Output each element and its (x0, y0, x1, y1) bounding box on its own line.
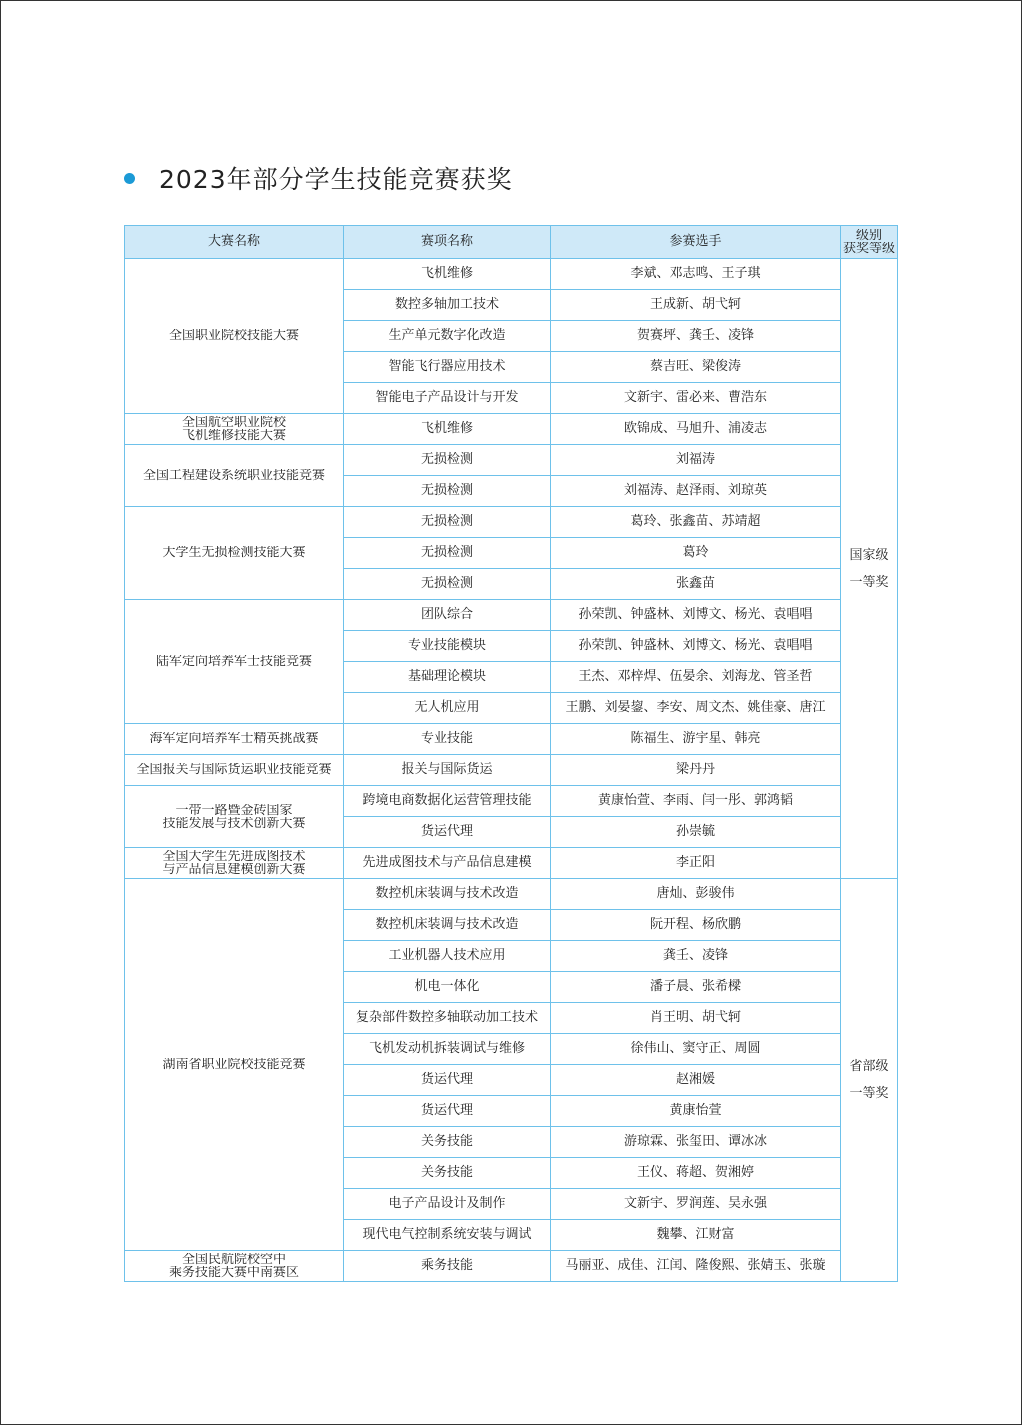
level-cell (841, 879, 898, 1282)
players-cell: 欧锦成、马旭升、浦凌志 (551, 414, 841, 445)
awards-table (124, 225, 898, 1282)
table-row (125, 786, 898, 817)
event-cell: 无损检测 (344, 538, 551, 569)
event-cell: 飞机发动机拆装调试与维修 (344, 1034, 551, 1065)
players-cell: 陈福生、游宇星、韩亮 (551, 724, 841, 755)
competition-name: 技能发展与技术创新大赛 (162, 816, 306, 830)
players-cell: 王杰、邓梓焊、伍晏余、刘海龙、管圣哲 (551, 662, 841, 693)
players-cell: 马丽亚、成佳、江闰、隆俊熙、张婧玉、张璇 (551, 1251, 841, 1282)
competition-cell (125, 1251, 344, 1282)
event-cell: 专业技能模块 (344, 631, 551, 662)
players-cell: 魏攀、江财富 (551, 1220, 841, 1251)
event-cell: 报关与国际货运 (344, 755, 551, 786)
players-cell: 黄康怡萱、李雨、闫一彤、郭鸿韬 (551, 786, 841, 817)
event-cell: 机电一体化 (344, 972, 551, 1003)
competition-cell (125, 724, 344, 755)
competition-name: 全国大学生先进成图技术 (162, 850, 306, 863)
level-line2: 一等奖 (849, 574, 889, 590)
competition-cell (125, 259, 344, 414)
level-cell (841, 259, 898, 879)
players-cell: 文新宇、雷必来、曹浩东 (551, 383, 841, 414)
competition-name: 乘务技能大赛中南赛区 (168, 1266, 299, 1279)
header-competition: 大赛名称 (125, 226, 344, 259)
competition-name: 一带一路暨金砖国家 (175, 803, 293, 817)
table-row (125, 259, 898, 290)
players-cell: 孙荣凯、钟盛林、刘博文、杨光、袁唱唱 (551, 631, 841, 662)
players-cell: 赵湘媛 (551, 1065, 841, 1096)
table-row (125, 507, 898, 538)
players-cell: 龚壬、凌锋 (551, 941, 841, 972)
players-cell: 唐灿、彭骏伟 (551, 879, 841, 910)
event-cell: 数控机床装调与技术改造 (344, 879, 551, 910)
players-cell: 刘福涛、赵泽雨、刘琼英 (551, 476, 841, 507)
event-cell: 跨境电商数据化运营管理技能 (344, 786, 551, 817)
table-row (125, 414, 898, 445)
players-cell: 葛玲、张鑫苗、苏靖超 (551, 507, 841, 538)
players-cell: 王成新、胡弋轲 (551, 290, 841, 321)
competition-cell (125, 600, 344, 724)
table-row (125, 600, 898, 631)
players-cell: 孙崇毓 (551, 817, 841, 848)
players-cell: 肖王明、胡弋轲 (551, 1003, 841, 1034)
competition-name: 飞机维修技能大赛 (181, 429, 286, 442)
players-cell: 蔡吉旺、梁俊涛 (551, 352, 841, 383)
players-cell: 孙荣凯、钟盛林、刘博文、杨光、袁唱唱 (551, 600, 841, 631)
competition-name: 全国报关与国际货运职业技能竞赛 (136, 763, 332, 777)
header-level (841, 226, 898, 259)
players-cell: 李斌、邓志鸣、王子琪 (551, 259, 841, 290)
event-cell: 智能电子产品设计与开发 (344, 383, 551, 414)
competition-cell (125, 848, 344, 879)
event-cell: 基础理论模块 (344, 662, 551, 693)
event-cell: 专业技能 (344, 724, 551, 755)
players-cell: 刘福涛 (551, 445, 841, 476)
competition-name: 全国工程建设系统职业技能竞赛 (142, 468, 325, 483)
competition-name: 陆军定向培养军士技能竞赛 (155, 654, 312, 669)
event-cell: 货运代理 (344, 1096, 551, 1127)
competition-name: 全国职业院校技能大赛 (168, 329, 299, 343)
event-cell: 数控机床装调与技术改造 (344, 910, 551, 941)
event-cell: 现代电气控制系统安装与调试 (344, 1220, 551, 1251)
table-row (125, 879, 898, 910)
table-row (125, 1251, 898, 1282)
event-cell: 关务技能 (344, 1158, 551, 1189)
level-line2: 一等奖 (849, 1086, 889, 1101)
players-cell: 黄康怡萱 (551, 1096, 841, 1127)
event-cell: 无损检测 (344, 569, 551, 600)
table-row (125, 848, 898, 879)
event-cell: 关务技能 (344, 1127, 551, 1158)
event-cell: 电子产品设计及制作 (344, 1189, 551, 1220)
event-cell: 无人机应用 (344, 693, 551, 724)
players-cell: 葛玲 (551, 538, 841, 569)
event-cell: 货运代理 (344, 817, 551, 848)
event-cell: 无损检测 (344, 445, 551, 476)
table-header-row (125, 226, 898, 259)
players-cell: 贺赛坪、龚壬、凌锋 (551, 321, 841, 352)
players-cell: 游琼霖、张玺田、谭冰冰 (551, 1127, 841, 1158)
event-cell: 工业机器人技术应用 (344, 941, 551, 972)
event-cell: 乘务技能 (344, 1251, 551, 1282)
players-cell: 李正阳 (551, 848, 841, 879)
competition-cell (125, 786, 344, 848)
page-title: 2023年部分学生技能竞赛获奖 (159, 165, 513, 194)
players-cell: 文新宇、罗润莲、吴永强 (551, 1189, 841, 1220)
event-cell: 货运代理 (344, 1065, 551, 1096)
bullet-icon (124, 173, 135, 184)
competition-cell (125, 507, 344, 600)
event-cell: 复杂部件数控多轴联动加工技术 (344, 1003, 551, 1034)
competition-name: 大学生无损检测技能大赛 (162, 546, 306, 560)
section-heading (124, 160, 513, 196)
players-cell: 梁丹丹 (551, 755, 841, 786)
competition-name: 全国航空职业院校 (181, 416, 286, 429)
event-cell: 团队综合 (344, 600, 551, 631)
players-cell: 潘子晨、张希樑 (551, 972, 841, 1003)
competition-name: 海军定向培养军士精英挑战赛 (149, 732, 319, 746)
event-cell: 先进成图技术与产品信息建模 (344, 848, 551, 879)
table-row (125, 445, 898, 476)
event-cell: 飞机维修 (344, 259, 551, 290)
players-cell: 王鹏、刘晏鋆、李安、周文杰、姚佳豪、唐江 (551, 693, 841, 724)
event-cell: 飞机维修 (344, 414, 551, 445)
players-cell: 徐伟山、窦守正、周圆 (551, 1034, 841, 1065)
event-cell: 无损检测 (344, 507, 551, 538)
header-level-line1: 级别 (855, 229, 882, 242)
competition-name: 湖南省职业院校技能竞赛 (162, 1057, 306, 1072)
competition-cell (125, 445, 344, 507)
players-cell: 张鑫苗 (551, 569, 841, 600)
header-event: 赛项名称 (344, 226, 551, 259)
level-line1: 国家级 (849, 547, 889, 563)
table-row (125, 755, 898, 786)
competition-name: 全国民航院校空中 (181, 1253, 286, 1266)
event-cell: 智能飞行器应用技术 (344, 352, 551, 383)
event-cell: 数控多轴加工技术 (344, 290, 551, 321)
competition-cell (125, 755, 344, 786)
header-players: 参赛选手 (551, 226, 841, 259)
players-cell: 阮开程、杨欣鹏 (551, 910, 841, 941)
level-line1: 省部级 (849, 1059, 889, 1074)
competition-name: 与产品信息建模创新大赛 (162, 863, 306, 876)
competition-cell (125, 414, 344, 445)
event-cell: 无损检测 (344, 476, 551, 507)
header-level-line2: 获奖等级 (842, 242, 895, 255)
table-row (125, 724, 898, 755)
competition-cell (125, 879, 344, 1251)
players-cell: 王仪、蒋超、贺湘婷 (551, 1158, 841, 1189)
event-cell: 生产单元数字化改造 (344, 321, 551, 352)
